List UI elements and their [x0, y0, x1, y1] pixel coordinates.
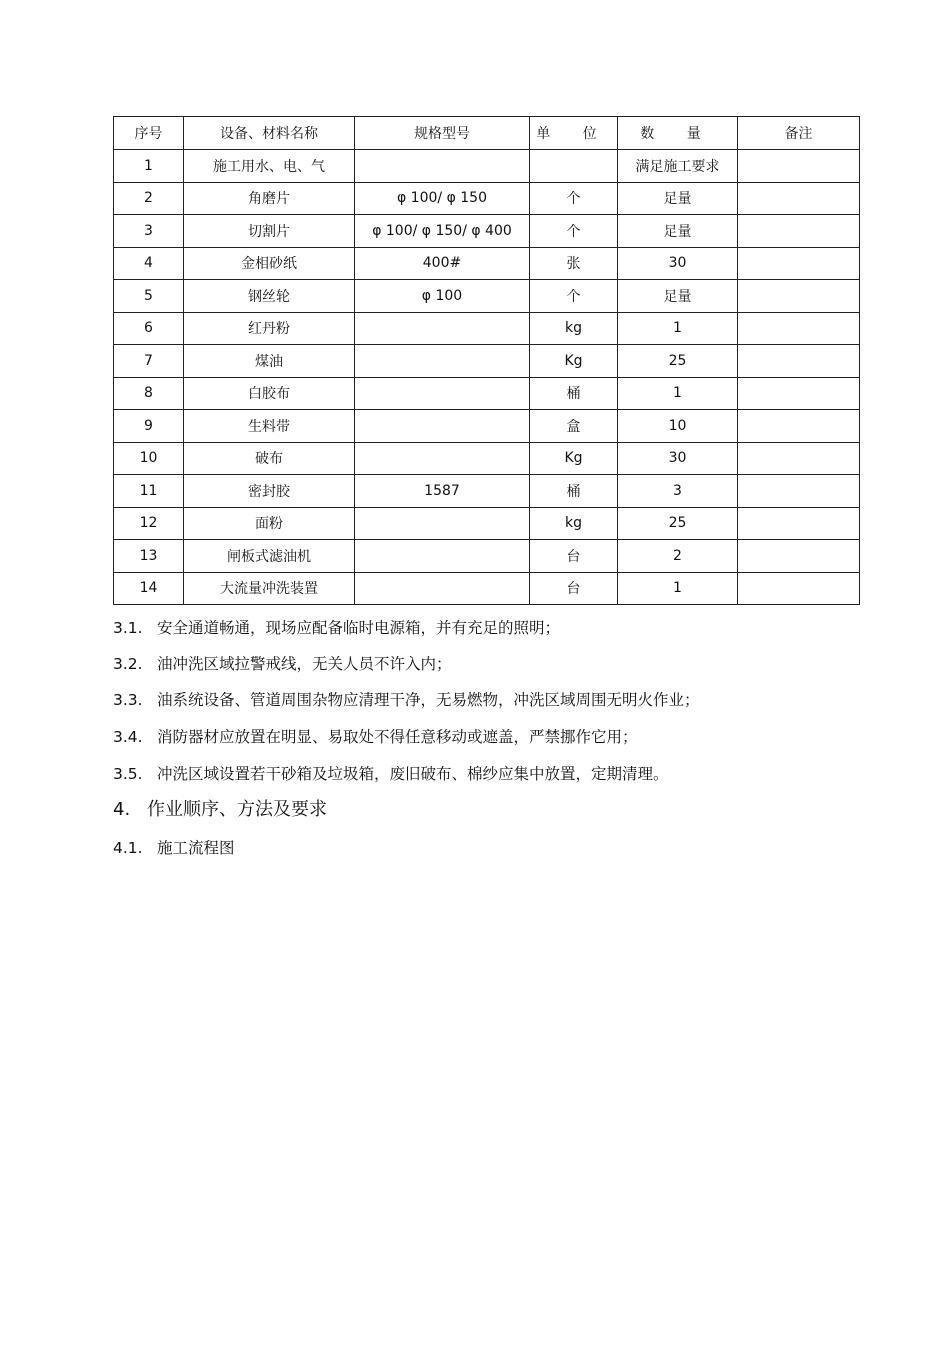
table-row: [114, 442, 860, 475]
section-text: 油冲洗区域拉警戒线，无关人员不许入内；: [157, 655, 452, 673]
section-3-2: [113, 653, 853, 675]
cell-unit: 个: [530, 215, 618, 248]
table-row: [114, 377, 860, 410]
heading-number: 4.: [113, 799, 131, 820]
cell-qty: 满足施工要求: [618, 150, 738, 183]
table-row: [114, 150, 860, 183]
cell-name: 面粉: [184, 507, 355, 540]
table-row: [114, 312, 860, 345]
table-row: [114, 572, 860, 605]
cell-seq: 7: [114, 345, 184, 378]
cell-seq: 13: [114, 540, 184, 573]
cell-spec: [355, 150, 530, 183]
cell-spec: [355, 377, 530, 410]
cell-unit: kg: [530, 312, 618, 345]
section-number: 3.1.: [113, 619, 143, 637]
cell-note: [738, 345, 860, 378]
cell-name: 大流量冲洗装置: [184, 572, 355, 605]
header-name: 设备、材料名称: [184, 117, 355, 150]
cell-name: 切割片: [184, 215, 355, 248]
section-number: 3.3.: [113, 691, 143, 709]
cell-qty: 足量: [618, 215, 738, 248]
heading-4: [113, 798, 327, 822]
section-text: 冲洗区域设置若干砂箱及垃圾箱，废旧破布、棉纱应集中放置，定期清理。: [157, 765, 669, 783]
cell-seq: 6: [114, 312, 184, 345]
cell-spec: [355, 312, 530, 345]
section-text: 施工流程图: [157, 839, 235, 857]
cell-qty: 30: [618, 442, 738, 475]
cell-note: [738, 280, 860, 313]
header-note: 备注: [738, 117, 860, 150]
cell-seq: 3: [114, 215, 184, 248]
section-4-1: [113, 837, 853, 859]
cell-seq: 5: [114, 280, 184, 313]
cell-qty: 10: [618, 410, 738, 443]
cell-unit: Kg: [530, 345, 618, 378]
cell-note: [738, 540, 860, 573]
cell-unit: 张: [530, 247, 618, 280]
materials-table: [113, 116, 860, 605]
cell-unit: 个: [530, 280, 618, 313]
cell-name: 闸板式滤油机: [184, 540, 355, 573]
section-3-5: [113, 763, 853, 785]
section-text: 油系统设备、管道周围杂物应清理干净，无易燃物，冲洗区域周围无明火作业；: [157, 691, 700, 709]
cell-note: [738, 410, 860, 443]
cell-seq: 11: [114, 475, 184, 508]
cell-name: 生料带: [184, 410, 355, 443]
section-text: 安全通道畅通，现场应配备临时电源箱，并有充足的照明；: [157, 619, 561, 637]
section-number: 4.1.: [113, 839, 143, 857]
cell-note: [738, 215, 860, 248]
cell-seq: 2: [114, 182, 184, 215]
cell-name: 破布: [184, 442, 355, 475]
cell-seq: 10: [114, 442, 184, 475]
heading-text: 作业顺序、方法及要求: [147, 799, 327, 820]
section-text: 消防器材应放置在明显、易取处不得任意移动或遮盖，严禁挪作它用；: [157, 728, 638, 746]
cell-qty: 足量: [618, 182, 738, 215]
cell-name: 煤油: [184, 345, 355, 378]
table-row: [114, 475, 860, 508]
section-number: 3.5.: [113, 765, 143, 783]
table-row: [114, 540, 860, 573]
header-unit: 单 位: [530, 117, 618, 150]
cell-seq: 14: [114, 572, 184, 605]
table-row: [114, 182, 860, 215]
cell-spec: φ 100/ φ 150: [355, 182, 530, 215]
cell-spec: [355, 345, 530, 378]
cell-unit: [530, 150, 618, 183]
cell-spec: φ 100/ φ 150/ φ 400: [355, 215, 530, 248]
section-number: 3.4.: [113, 728, 143, 746]
cell-name: 角磨片: [184, 182, 355, 215]
cell-qty: 1: [618, 377, 738, 410]
section-number: 3.2.: [113, 655, 143, 673]
cell-name: 红丹粉: [184, 312, 355, 345]
cell-spec: [355, 442, 530, 475]
cell-seq: 9: [114, 410, 184, 443]
header-qty: 数 量: [618, 117, 738, 150]
cell-spec: [355, 572, 530, 605]
cell-note: [738, 475, 860, 508]
cell-qty: 1: [618, 312, 738, 345]
cell-spec: [355, 540, 530, 573]
table-row: [114, 410, 860, 443]
cell-spec: 1587: [355, 475, 530, 508]
table-row: [114, 215, 860, 248]
cell-unit: 桶: [530, 377, 618, 410]
cell-note: [738, 572, 860, 605]
cell-seq: 1: [114, 150, 184, 183]
cell-note: [738, 442, 860, 475]
table-row: [114, 507, 860, 540]
cell-unit: 个: [530, 182, 618, 215]
cell-qty: 30: [618, 247, 738, 280]
cell-qty: 1: [618, 572, 738, 605]
cell-qty: 3: [618, 475, 738, 508]
cell-seq: 8: [114, 377, 184, 410]
cell-note: [738, 377, 860, 410]
cell-unit: 台: [530, 540, 618, 573]
table-header-row: [114, 117, 860, 150]
cell-spec: [355, 507, 530, 540]
cell-unit: 台: [530, 572, 618, 605]
cell-name: 钢丝轮: [184, 280, 355, 313]
cell-name: 白胶布: [184, 377, 355, 410]
section-3-3: [113, 689, 853, 711]
table-row: [114, 280, 860, 313]
table-body: [114, 150, 860, 605]
section-3-1: [113, 617, 853, 639]
table-row: [114, 247, 860, 280]
cell-qty: 25: [618, 507, 738, 540]
cell-qty: 25: [618, 345, 738, 378]
cell-seq: 4: [114, 247, 184, 280]
cell-spec: 400#: [355, 247, 530, 280]
header-spec: 规格型号: [355, 117, 530, 150]
cell-unit: kg: [530, 507, 618, 540]
cell-name: 金相砂纸: [184, 247, 355, 280]
cell-name: 施工用水、电、气: [184, 150, 355, 183]
cell-unit: 桶: [530, 475, 618, 508]
header-seq: 序号: [114, 117, 184, 150]
cell-seq: 12: [114, 507, 184, 540]
cell-note: [738, 247, 860, 280]
cell-spec: φ 100: [355, 280, 530, 313]
cell-spec: [355, 410, 530, 443]
cell-unit: 盒: [530, 410, 618, 443]
cell-qty: 2: [618, 540, 738, 573]
cell-unit: Kg: [530, 442, 618, 475]
section-3-4: [113, 726, 853, 748]
cell-qty: 足量: [618, 280, 738, 313]
cell-name: 密封胶: [184, 475, 355, 508]
cell-note: [738, 150, 860, 183]
cell-note: [738, 182, 860, 215]
cell-note: [738, 312, 860, 345]
cell-note: [738, 507, 860, 540]
table-row: [114, 345, 860, 378]
